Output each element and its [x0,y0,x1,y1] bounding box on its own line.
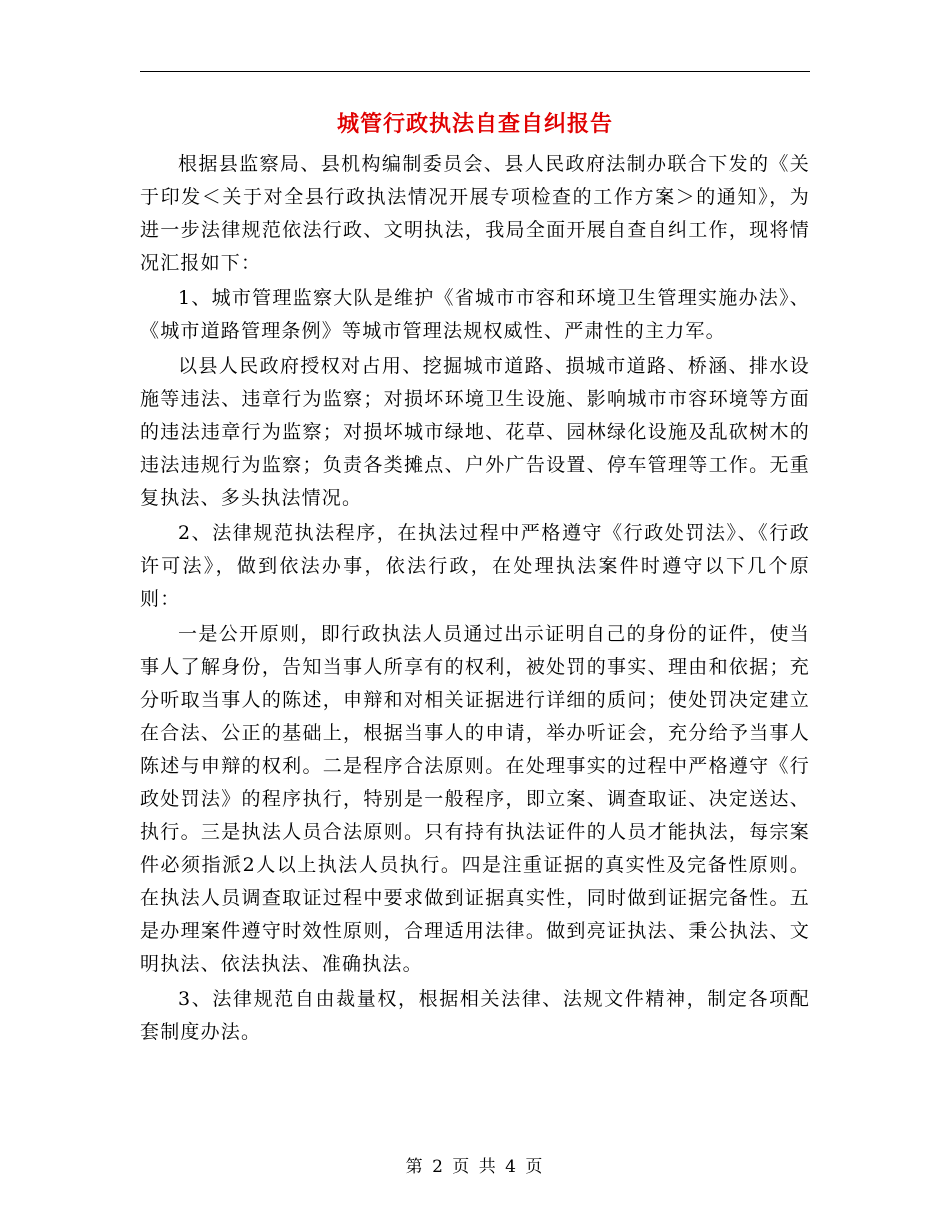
document-body [140,148,810,1049]
paragraph-principles: 一是公开原则，即行政执法人员通过出示证明自己的身份的证件，使当事人了解身份，告知当事人所享有的权利，被处罚的事实、理由和依据；充分听取当事人的陈述，申辩和对相关证据进行详细的质问；使处罚决定建立在合法、公正的基础上，根据当事人的申请，举办听证会，充分给予当事人陈述与申辩的权利。二是程序合法原则。在处理事实的过程中严格遵守《行政处罚法》的程序执行，特别是一般程序，即立案、调查取证、决定送达、执行。三是执法人员合法原则。只有持有执法证件的人员才能执法，每宗案件必须指派2人以上执法人员执行。四是注重证据的真实性及完备性原则。在执法人员调查取证过程中要求做到证据真实性，同时做到证据完备性。五是办理案件遵守时效性原则，合理适用法律。做到亮证执法、秉公执法、文明执法、依法执法、准确执法。 [140,623,810,975]
paragraph-intro: 根据县监察局、县机构编制委员会、县人民政府法制办联合下发的《关于印发＜关于对全县行政执法情况开展专项检查的工作方案＞的通知》，为进一步法律规范依法行政、文明执法，我局全面开展自查自纠工作，现将情况汇报如下： [140,153,810,274]
page-number-footer: 第 2 页 共 4 页 [405,1157,545,1177]
header-rule [140,71,810,72]
document-title: 城管行政执法自查自纠报告 [336,111,613,137]
paragraph-item-2: 2、法律规范执法程序，在执法过程中严格遵守《行政处罚法》、《行政许可法》，做到依法办事，依法行政，在处理执法案件时遵守以下几个原则： [140,522,810,610]
paragraph-authority: 以县人民政府授权对占用、挖掘城市道路、损城市道路、桥涵、排水设施等违法、违章行为监察；对损坏环境卫生设施、影响城市市容环境等方面的违法违章行为监察；对损坏城市绿地、花草、园林绿化设施及乱砍树木的违法违规行为监察；负责各类摊点、户外广告设置、停车管理等工作。无重复执法、多头执法情况。 [140,355,810,509]
paragraph-item-1: 1、城市管理监察大队是维护《省城市市容和环境卫生管理实施办法》、《城市道路管理条例》等城市管理法规权威性、严肃性的主力军。 [140,287,810,342]
paragraph-item-3: 3、法律规范自由裁量权，根据相关法律、法规文件精神，制定各项配套制度办法。 [140,988,810,1043]
